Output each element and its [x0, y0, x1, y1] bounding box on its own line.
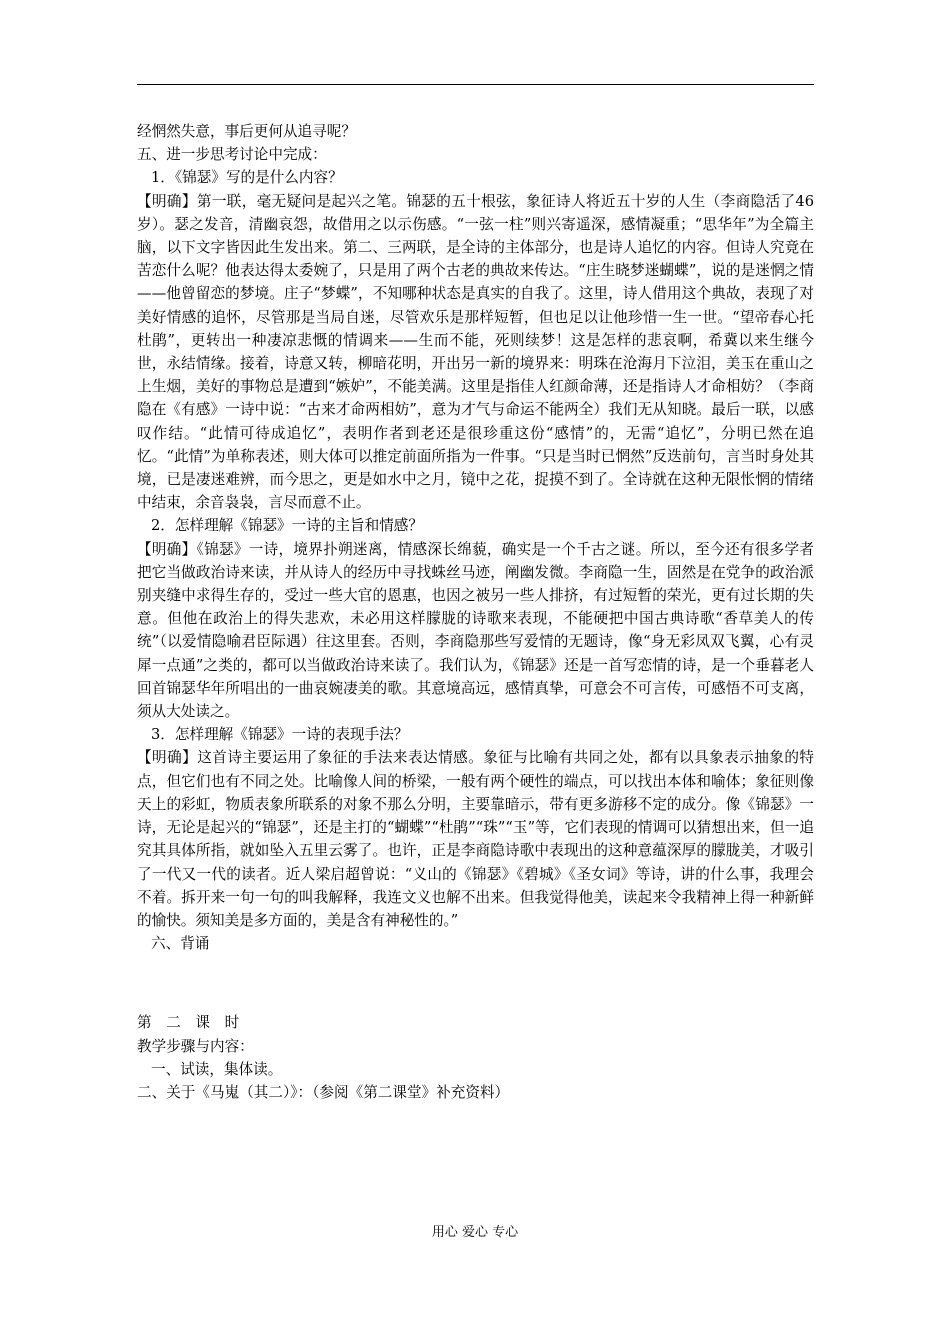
question-heading: 1．《锦瑟》写的是什么内容？	[151, 169, 343, 187]
section-heading: 六、背诵	[151, 935, 210, 953]
blank-gap	[137, 955, 814, 1011]
header-rule	[137, 84, 814, 85]
paragraph: 教学步骤与内容：	[137, 1037, 254, 1055]
paragraph: 【明确】第一联，毫无疑问是起兴之笔。锦瑟的五十根弦，象征诗人将近五十岁的人生（李商隐活了46岁）。瑟之发音，清幽哀怨，故借用之以示伤感。“一弦一柱”则兴寄遥深，感情凝重；“思华年”为全篇主脑，以下文字皆因此生发出来。第二、三两联，是全诗的主体部分，也是诗人追忆的内容。但诗人究竟在苦恋什么呢？他表达得太委婉了，只是用了两个古老的典故来传达。“庄生晓梦迷蝴蝶”，说的是迷惘之情——他曾留恋的梦境。庄子“梦蝶”，不知哪种状态是真实的自我了。这里，诗人借用这个典故，表现了对美好情感的追怀，尽管那是当局自迷，尽管欢乐是那样短暂，但也足以让他珍惜一生一世。“望帝春心托杜鹃”，更转出一种凄凉悲慨的情调来——生而不能，死则续梦！这是怎样的悲哀啊，希冀以来生继今世，永结情缘。接着，诗意又转，柳暗花明，开出另一新的境界来：明珠在沧海月下泣泪，美玉在重山之上生烟，美好的事物总是遭到“嫉妒”，不能美满。这里是指佳人红颜命薄，还是指诗人才命相妨？（李商隐在《有感》一诗中说：“古来才命两相妨”，意为才气与命运不能两全）我们无从知晓。最后一联，以感叹作结。“此情可待成追忆”，表明作者到老还是很珍重这份“感情”的，无需“追忆”，分明已然在追忆。“此情”为单称表述，则大体可以推定前面所指为一件事。“只是当时已惘然”反迭前句，言当时身处其境，已是凄迷难辨，而今思之，更是如水中之月，镜中之花，捉摸不到了。全诗就在这种无限怅惘的情绪中结束，余音袅袅，言尽而意不止。	[137, 192, 814, 512]
page-footer: 用心 爱心 专心	[431, 1225, 519, 1240]
list-item: 一、试读，集体读。	[151, 1060, 283, 1078]
paragraph: 【明确】《锦瑟》一诗，境界扑朔迷离，情感深长绵藐，确实是一个千古之谜。所以，至今还有很多学者把它当做政治诗来读，并从诗人的经历中寻找蛛丝马迹，阐幽发微。李商隐一生，固然是在党争的政治派别夹缝中求得生存的，受过一些大官的恩惠，也因之被另一些人排挤，有过短暂的荣光，更有过长期的失意。但他在政治上的得失悲欢，未必用这样朦胧的诗歌来表现，不能硬把中国古典诗歌“香草美人的传统”（以爱情隐喻君臣际遇）往这里套。否则，李商隐那些写爱情的无题诗，像“身无彩凤双飞翼，心有灵犀一点通”之类的，都可以当做政治诗来读了。我们认为，《锦瑟》还是一首写恋情的诗，是一个垂暮老人回首锦瑟华年所唱出的一曲哀婉凄美的歌。其意境高远，感情真挚，可意会不可言传，可感悟不可支离，须从大处读之。	[137, 540, 814, 721]
paragraph: 经惘然失意，事后更何从追寻呢？	[137, 123, 356, 140]
question-heading: 2．怎样理解《锦瑟》一诗的主旨和情感？	[151, 517, 423, 535]
question-heading: 3．怎样理解《锦瑟》一诗的表现手法？	[151, 726, 409, 744]
list-item: 二、关于《马嵬（其二）》：（参阅《第二课堂》补充资料）	[137, 1083, 510, 1101]
document-body	[137, 120, 814, 1104]
lesson-title: 第 二 课 时	[137, 1014, 240, 1032]
paragraph: 【明确】这首诗主要运用了象征的手法来表达情感。象征与比喻有共同之处，都有以具象表示抽象的特点，但它们也有不同之处。比喻像人间的桥梁，一般有两个硬性的端点，可以找出本体和喻体；象征则像天上的彩虹，物质表象所联系的对象不那么分明，主要靠暗示，带有更多游移不定的成分。像《锦瑟》一诗，无论是起兴的“锦瑟”，还是主打的“蝴蝶”“杜鹃”“珠”“玉”等，它们表现的情调可以猜想出来，但一追究其具体所指，就如坠入五里云雾了。也许，正是李商隐诗歌中表现出的这种意蕴深厚的朦胧美，才吸引了一代又一代的读者。近人梁启超曾说：“义山的《锦瑟》《碧城》《圣女词》等诗，讲的什么事，我理会不着。拆开来一句一句的叫我解释，我连文义也解不出来。但我觉得他美，读起来令我精神上得一种新鲜的愉快。须知美是多方面的，美是含有神秘性的。”	[137, 749, 814, 929]
section-heading: 五、进一步思考讨论中完成：	[137, 146, 327, 164]
